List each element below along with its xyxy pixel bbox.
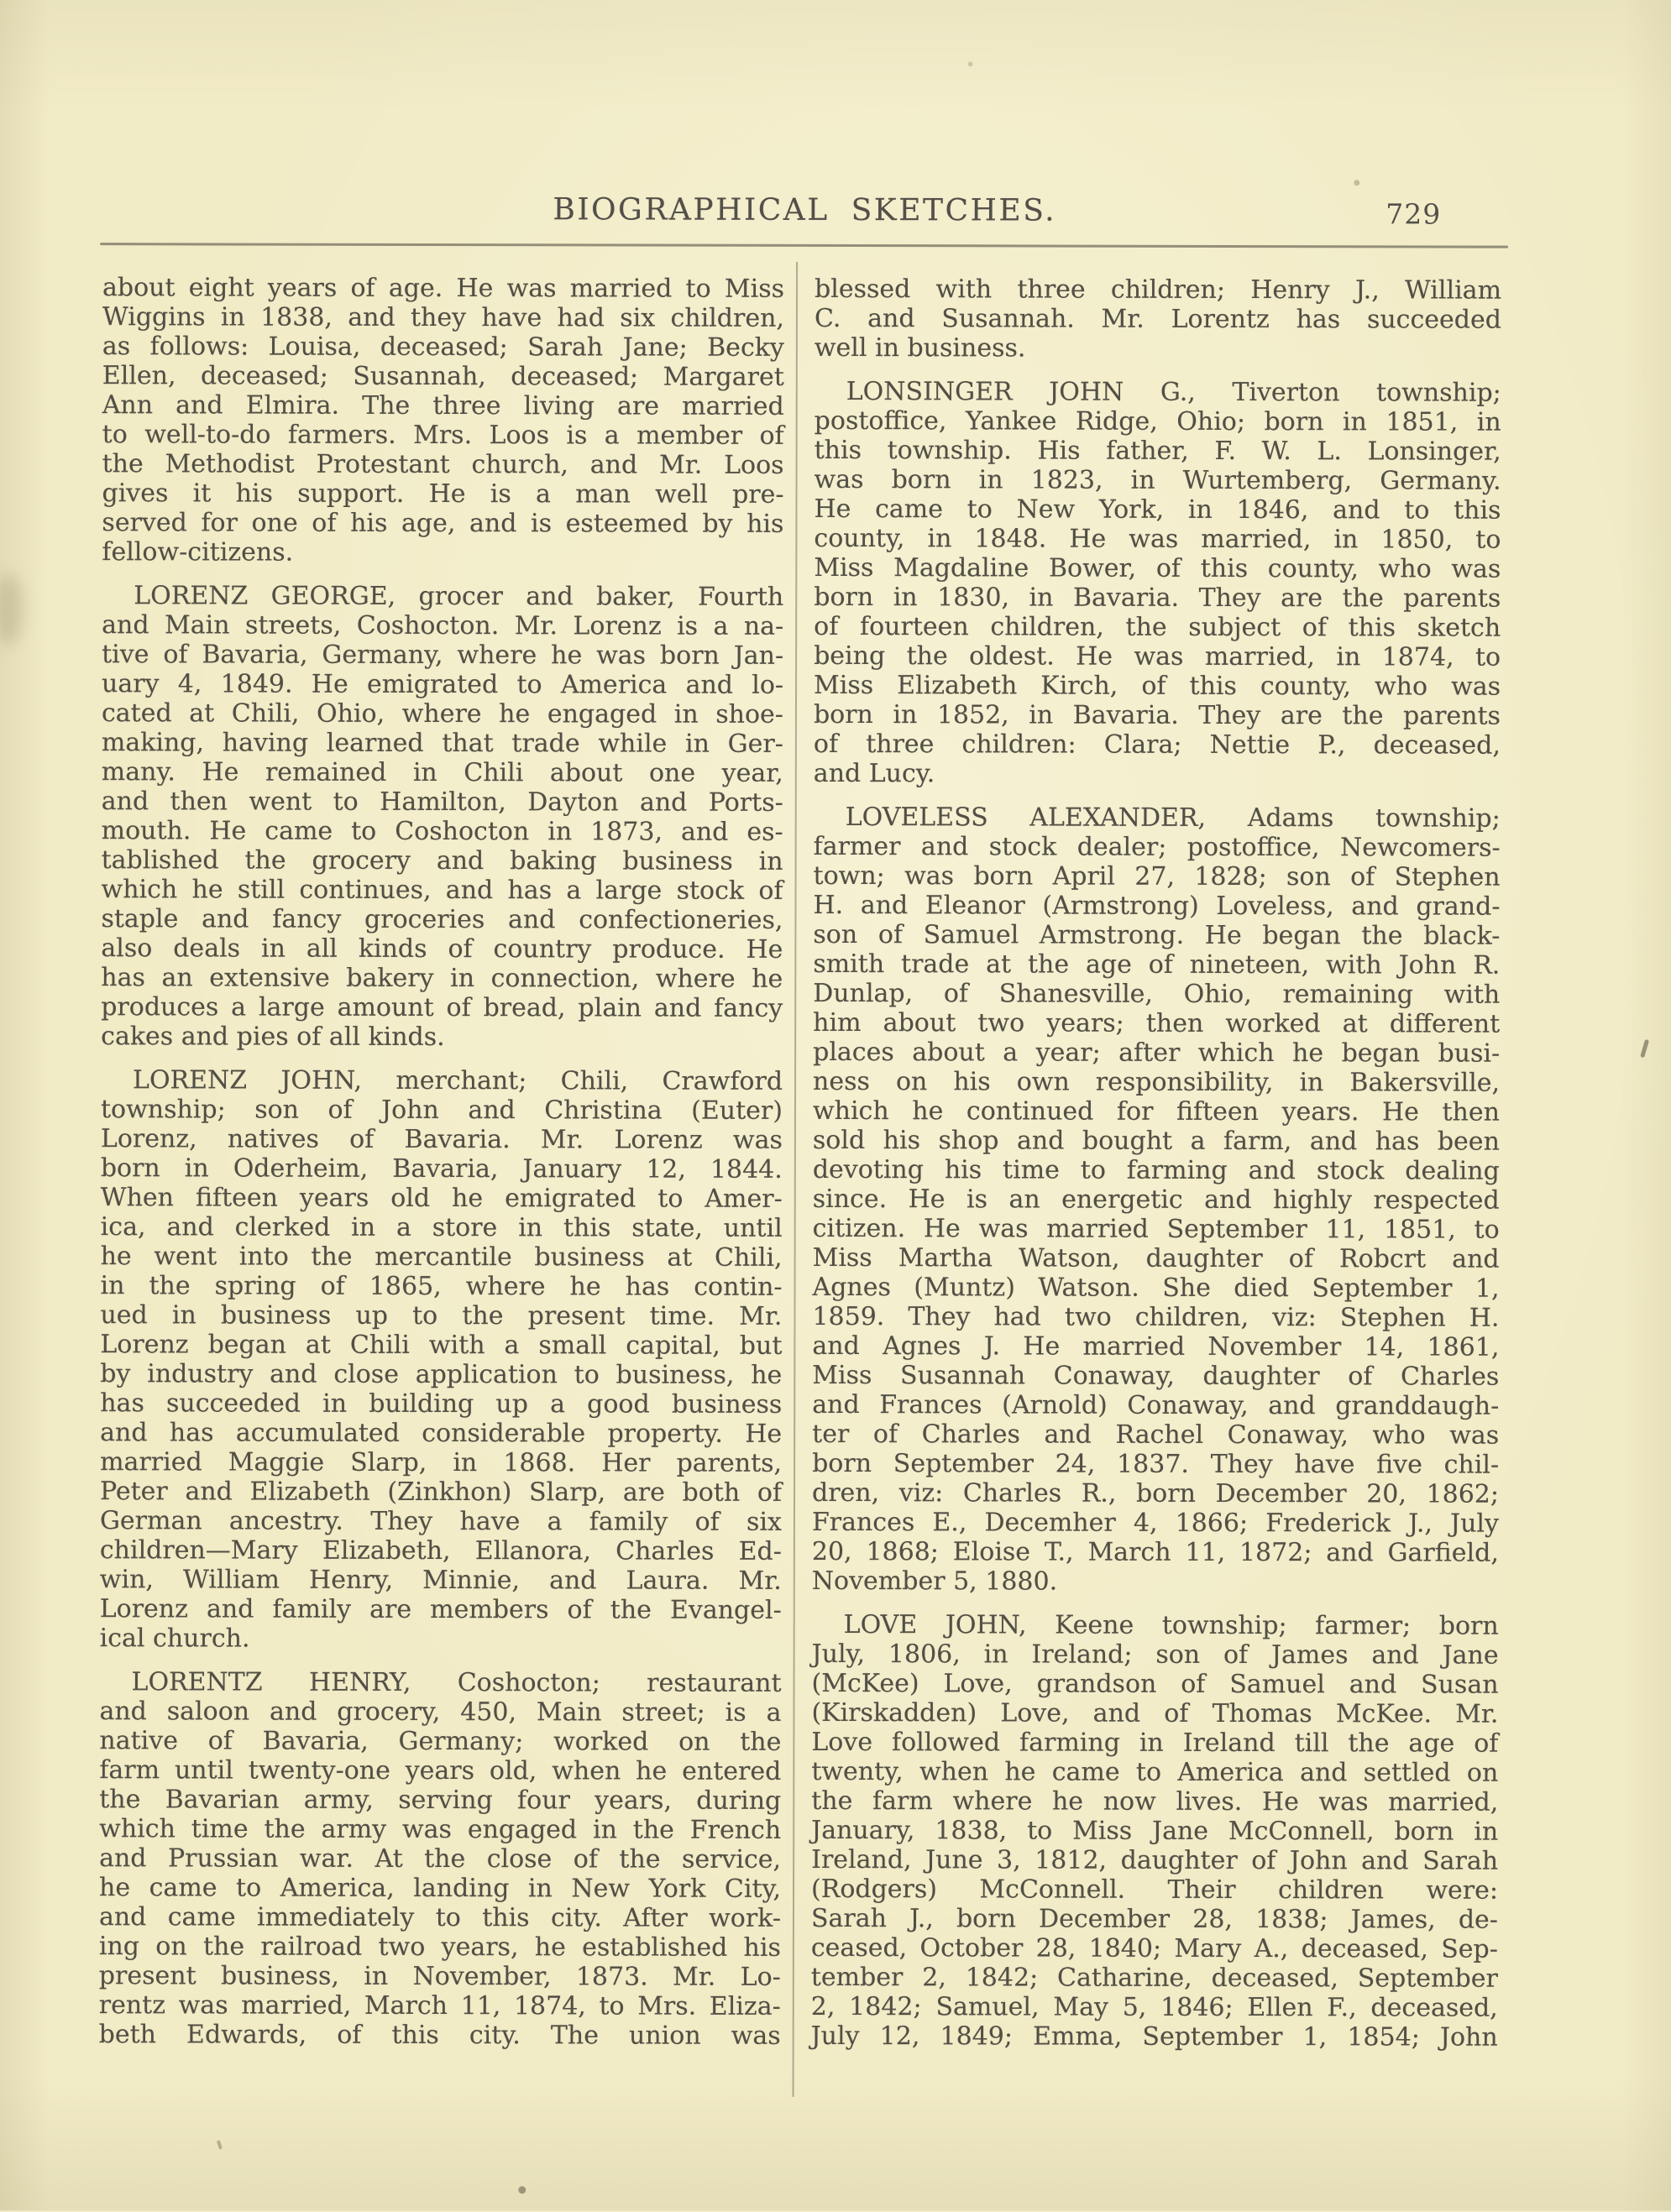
text-line: Miss Elizabeth Kirch, of this county, who was bbox=[814, 670, 1501, 702]
text-line: Lorenz began at Chili with a small capital, but bbox=[100, 1330, 783, 1361]
text-line: When fifteen years old he emigrated to Amer- bbox=[100, 1183, 783, 1214]
right-column bbox=[811, 275, 1501, 2067]
text-line: children—Mary Elizabeth, Ellanora, Charles Ed- bbox=[99, 1535, 782, 1566]
text-line: January, 1838, to Miss Jane McConnell, born in bbox=[811, 1815, 1499, 1847]
text-line: dren, viz: Charles R., born December 20, 1862; bbox=[811, 1477, 1500, 1509]
text-line: He came to New York, in 1846, and to this bbox=[814, 494, 1501, 526]
biography-paragraph bbox=[99, 1667, 782, 2051]
text-line: this township. His father, F. W. L. Lonsinger, bbox=[814, 435, 1501, 467]
text-line: tember 2, 1842; Catharine, deceased, September bbox=[810, 1962, 1498, 1994]
text-line: Lorenz, natives of Bavaria. Mr. Lorenz was bbox=[100, 1124, 783, 1155]
text-line: beth Edwards, of this city. The union was bbox=[98, 2020, 781, 2051]
text-line: and Prussian war. At the close of the service, bbox=[99, 1843, 782, 1875]
biography-paragraph bbox=[102, 273, 784, 568]
text-line: July, 1806, in Ireland; son of James and Jane bbox=[811, 1639, 1499, 1671]
scan-speck bbox=[1640, 1039, 1649, 1059]
text-line: also deals in all kinds of country produce. He bbox=[101, 933, 783, 965]
text-line: Ann and Elmira. The three living are married bbox=[102, 390, 784, 421]
text-line: cated at Chili, Ohio, where he engaged in shoe- bbox=[101, 698, 784, 729]
text-line: ter of Charles and Rachel Conaway, who was bbox=[812, 1419, 1500, 1451]
page-number: 729 bbox=[1386, 197, 1442, 231]
text-line: county, in 1848. He was married, in 1850, to bbox=[814, 523, 1501, 555]
text-line: ued in business up to the present time. Mr. bbox=[100, 1300, 783, 1331]
text-line: married Maggie Slarp, in 1868. Her parents, bbox=[100, 1447, 783, 1478]
text-line: and Frances (Arnold) Conaway, and granddaugh- bbox=[812, 1389, 1500, 1421]
text-line: German ancestry. They have a family of six bbox=[99, 1506, 782, 1537]
text-line: November 5, 1880. bbox=[811, 1566, 1058, 1597]
text-line: of three children: Clara; Nettie P., deceased, bbox=[813, 729, 1501, 761]
text-line: of fourteen children, the subject of this sketch bbox=[814, 611, 1501, 643]
text-line: has succeeded in building up a good business bbox=[100, 1388, 783, 1420]
text-line: the Methodist Protestant church, and Mr. Loos bbox=[102, 449, 784, 480]
text-line: Miss Susannah Conaway, daughter of Charles bbox=[812, 1360, 1500, 1392]
scan-speck bbox=[217, 2140, 223, 2150]
text-line: since. He is an energetic and highly respected bbox=[812, 1184, 1500, 1216]
scan-speck bbox=[1354, 180, 1359, 186]
text-line: Miss Martha Watson, daughter of Robcrt and bbox=[812, 1242, 1500, 1274]
biography-paragraph bbox=[811, 1610, 1499, 2053]
text-line: LORENTZ HENRY, Coshocton; restaurant bbox=[131, 1667, 782, 1698]
text-line: LORENZ GEORGE, grocer and baker, Fourth bbox=[134, 581, 784, 612]
text-line: ica, and clerked in a store in this state, until bbox=[100, 1212, 783, 1243]
text-line: he came to America, landing in New York City, bbox=[99, 1873, 782, 1904]
text-line: and then went to Hamilton, Dayton and Ports- bbox=[101, 787, 783, 818]
text-line: Dunlap, of Shanesville, Ohio, remaining with bbox=[813, 978, 1501, 1010]
text-line: Lorenz and family are members of the Evangel- bbox=[99, 1594, 782, 1625]
text-line: LOVE JOHN, Keene township; farmer; born bbox=[843, 1610, 1499, 1641]
text-line: fellow-citizens. bbox=[102, 537, 294, 567]
text-line: uary 4, 1849. He emigrated to America and lo- bbox=[102, 669, 784, 700]
text-line: and saloon and grocery, 450, Main street; is a bbox=[99, 1697, 782, 1728]
text-line: and came immediately to this city. After work- bbox=[98, 1902, 782, 1933]
text-line: served for one of his age, and is esteemed by his bbox=[102, 508, 784, 539]
biography-paragraph bbox=[815, 275, 1501, 364]
text-line: postoffice, Yankee Ridge, Ohio; born in 1851, in bbox=[814, 405, 1501, 437]
text-line: Peter and Elizabeth (Zinkhon) Slarp, are both of bbox=[99, 1477, 783, 1508]
text-line: many. He remained in Chili about one year, bbox=[101, 757, 783, 788]
text-line: which he still continues, and has a large stock of bbox=[101, 875, 783, 906]
text-line: rentz was married, March 11, 1874, to Mrs. Eliza- bbox=[98, 1990, 781, 2021]
text-line: citizen. He was married September 11, 1851, to bbox=[812, 1213, 1500, 1245]
text-line: ical church. bbox=[99, 1624, 250, 1654]
text-line: ceased, October 28, 1840; Mary A., deceased, Sep- bbox=[810, 1932, 1498, 1964]
text-line: he went into the mercantile business at Chili, bbox=[100, 1242, 783, 1273]
biography-paragraph bbox=[101, 581, 783, 1053]
text-line: born in 1852, in Bavaria. They are the parents bbox=[813, 699, 1501, 731]
text-line: which time the army was engaged in the French bbox=[99, 1814, 782, 1845]
text-line: LORENZ JOHN, merchant; Chili, Crawford bbox=[133, 1065, 783, 1096]
header-rule bbox=[100, 243, 1508, 248]
text-line: smith trade at the age of nineteen, with John R. bbox=[813, 949, 1501, 980]
text-line: making, having learned that trade while in Ger- bbox=[101, 728, 783, 759]
text-line: blessed with three children; Henry J., William bbox=[814, 274, 1502, 306]
text-line: tive of Bavaria, Germany, where he was born Jan- bbox=[102, 640, 784, 671]
text-line: the farm where he now lives. He was married, bbox=[811, 1786, 1499, 1817]
text-line: town; was born April 27, 1828; son of Stephen bbox=[813, 860, 1501, 892]
text-line: about eight years of age. He was married to Miss bbox=[102, 273, 785, 304]
text-line: born in Oderheim, Bavaria, January 12, 1844. bbox=[100, 1153, 783, 1184]
left-column bbox=[99, 273, 784, 2065]
text-line: tablished the grocery and baking business in bbox=[101, 845, 783, 876]
scan-speck bbox=[518, 2186, 526, 2194]
text-line: son of Samuel Armstrong. He began the black- bbox=[813, 919, 1501, 951]
text-line: Frances E., Decemher 4, 1866; Frederick J., July bbox=[811, 1507, 1499, 1539]
text-line: twenty, when he came to America and settled on bbox=[811, 1756, 1499, 1788]
biography-paragraph bbox=[814, 377, 1501, 790]
text-line: places about a year; after which he began busi- bbox=[813, 1037, 1501, 1069]
text-line: being the oldest. He was married, in 1874, to bbox=[814, 641, 1501, 672]
text-line: cakes and pies of all kinds. bbox=[101, 1022, 445, 1053]
text-line: has an extensive bakery in connection, where he bbox=[101, 963, 783, 994]
text-line: produces a large amount of bread, plain and fancy bbox=[101, 992, 783, 1023]
text-line: the Bavarian army, serving four years, during bbox=[99, 1785, 782, 1816]
text-line: by industry and close application to business, he bbox=[100, 1359, 783, 1390]
text-line: Love followed farming in Ireland till the age of bbox=[811, 1727, 1499, 1759]
text-line: and has accumulated considerable property. He bbox=[100, 1418, 783, 1449]
text-line: (Rodgers) McConnell. Their children were: bbox=[811, 1874, 1499, 1906]
scan-speck bbox=[968, 61, 973, 66]
text-line: staple and fancy groceries and confectioneries, bbox=[101, 904, 783, 935]
biography-paragraph bbox=[100, 1065, 783, 1655]
text-line: Agnes (Muntz) Watson. She died September 1, bbox=[812, 1272, 1500, 1304]
column-divider bbox=[793, 262, 799, 2097]
text-line: 20, 1868; Eloise T., March 11, 1872; and Garfield, bbox=[811, 1536, 1499, 1568]
text-line: ing on the railroad two years, he established his bbox=[98, 1932, 781, 1963]
text-line: farm until twenty-one years old, when he entered bbox=[99, 1755, 782, 1786]
text-line: farmer and stock dealer; postoffice, Newcomers- bbox=[813, 831, 1501, 863]
text-line: as follows: Louisa, deceased; Sarah Jane; Becky bbox=[102, 332, 784, 363]
text-line: mouth. He came to Coshocton in 1873, and es- bbox=[101, 816, 783, 847]
text-line: native of Bavaria, Germany; worked on the bbox=[99, 1726, 782, 1757]
text-line: Sarah J., born December 28, 1838; James, de- bbox=[810, 1903, 1499, 1935]
text-line: township; son of John and Christina (Euter) bbox=[100, 1095, 783, 1126]
text-line: C. and Susannah. Mr. Lorentz has succeeded bbox=[814, 303, 1501, 335]
text-line: born in 1830, in Bavaria. They are the parents bbox=[814, 582, 1501, 614]
scan-smudge bbox=[0, 573, 23, 646]
text-line: Miss Magdaline Bower, of this county, who was bbox=[814, 552, 1501, 584]
text-line: 2, 1842; Samuel, May 5, 1846; Ellen F., deceased, bbox=[810, 1991, 1498, 2023]
text-line: sold his shop and bought a farm, and has been bbox=[812, 1125, 1500, 1157]
page-title: BIOGRAPHICAL SKETCHES. bbox=[553, 192, 1057, 228]
text-line: born September 24, 1837. They have five chil- bbox=[812, 1448, 1500, 1480]
biography-paragraph bbox=[812, 803, 1501, 1598]
text-line: present business, in November, 1873. Mr. Lo- bbox=[98, 1961, 781, 1992]
text-line: to well-to-do farmers. Mrs. Loos is a member of bbox=[102, 420, 784, 451]
text-line: him about two years; then worked at different bbox=[813, 1007, 1501, 1039]
text-line: Ireland, June 3, 1812, daughter of John and Sarah bbox=[811, 1844, 1499, 1876]
text-line: LOVELESS ALEXANDER, Adams township; bbox=[845, 803, 1501, 834]
text-line: well in business. bbox=[814, 332, 1026, 363]
text-line: H. and Eleanor (Armstrong) Loveless, and grand- bbox=[813, 890, 1501, 922]
text-line: 1859. They had two children, viz: Stephen H. bbox=[812, 1301, 1500, 1333]
text-line: Ellen, deceased; Susannah, deceased; Margaret bbox=[102, 361, 784, 392]
text-line: Wiggins in 1838, and they have had six children, bbox=[102, 302, 784, 333]
text-line: LONSINGER JOHN G., Tiverton township; bbox=[846, 377, 1501, 408]
text-line: and Main streets, Coshocton. Mr. Lorenz is a na- bbox=[102, 610, 784, 641]
text-line: was born in 1823, in Wurtemberg, Germany. bbox=[814, 464, 1501, 496]
text-line: (McKee) Love, grandson of Samuel and Susan bbox=[811, 1668, 1499, 1700]
text-line: devoting his time to farming and stock dealing bbox=[812, 1154, 1500, 1186]
text-line: and Agnes J. He married November 14, 1861, bbox=[812, 1331, 1500, 1362]
text-line: gives it his support. He is a man well pre- bbox=[102, 478, 784, 510]
text-line: ness on his own responsibility, in Bakersville, bbox=[813, 1066, 1501, 1098]
text-line: in the spring of 1865, where he has contin- bbox=[100, 1271, 783, 1302]
text-line: win, William Henry, Minnie, and Laura. Mr. bbox=[99, 1565, 782, 1596]
text-line: July 12, 1849; Emma, September 1, 1854; John bbox=[810, 2021, 1498, 2053]
text-line: which he continued for fifteen years. He then bbox=[812, 1096, 1501, 1127]
text-line: (Kirskadden) Love, and of Thomas McKee. Mr. bbox=[811, 1697, 1499, 1729]
text-line: and Lucy. bbox=[813, 758, 935, 789]
